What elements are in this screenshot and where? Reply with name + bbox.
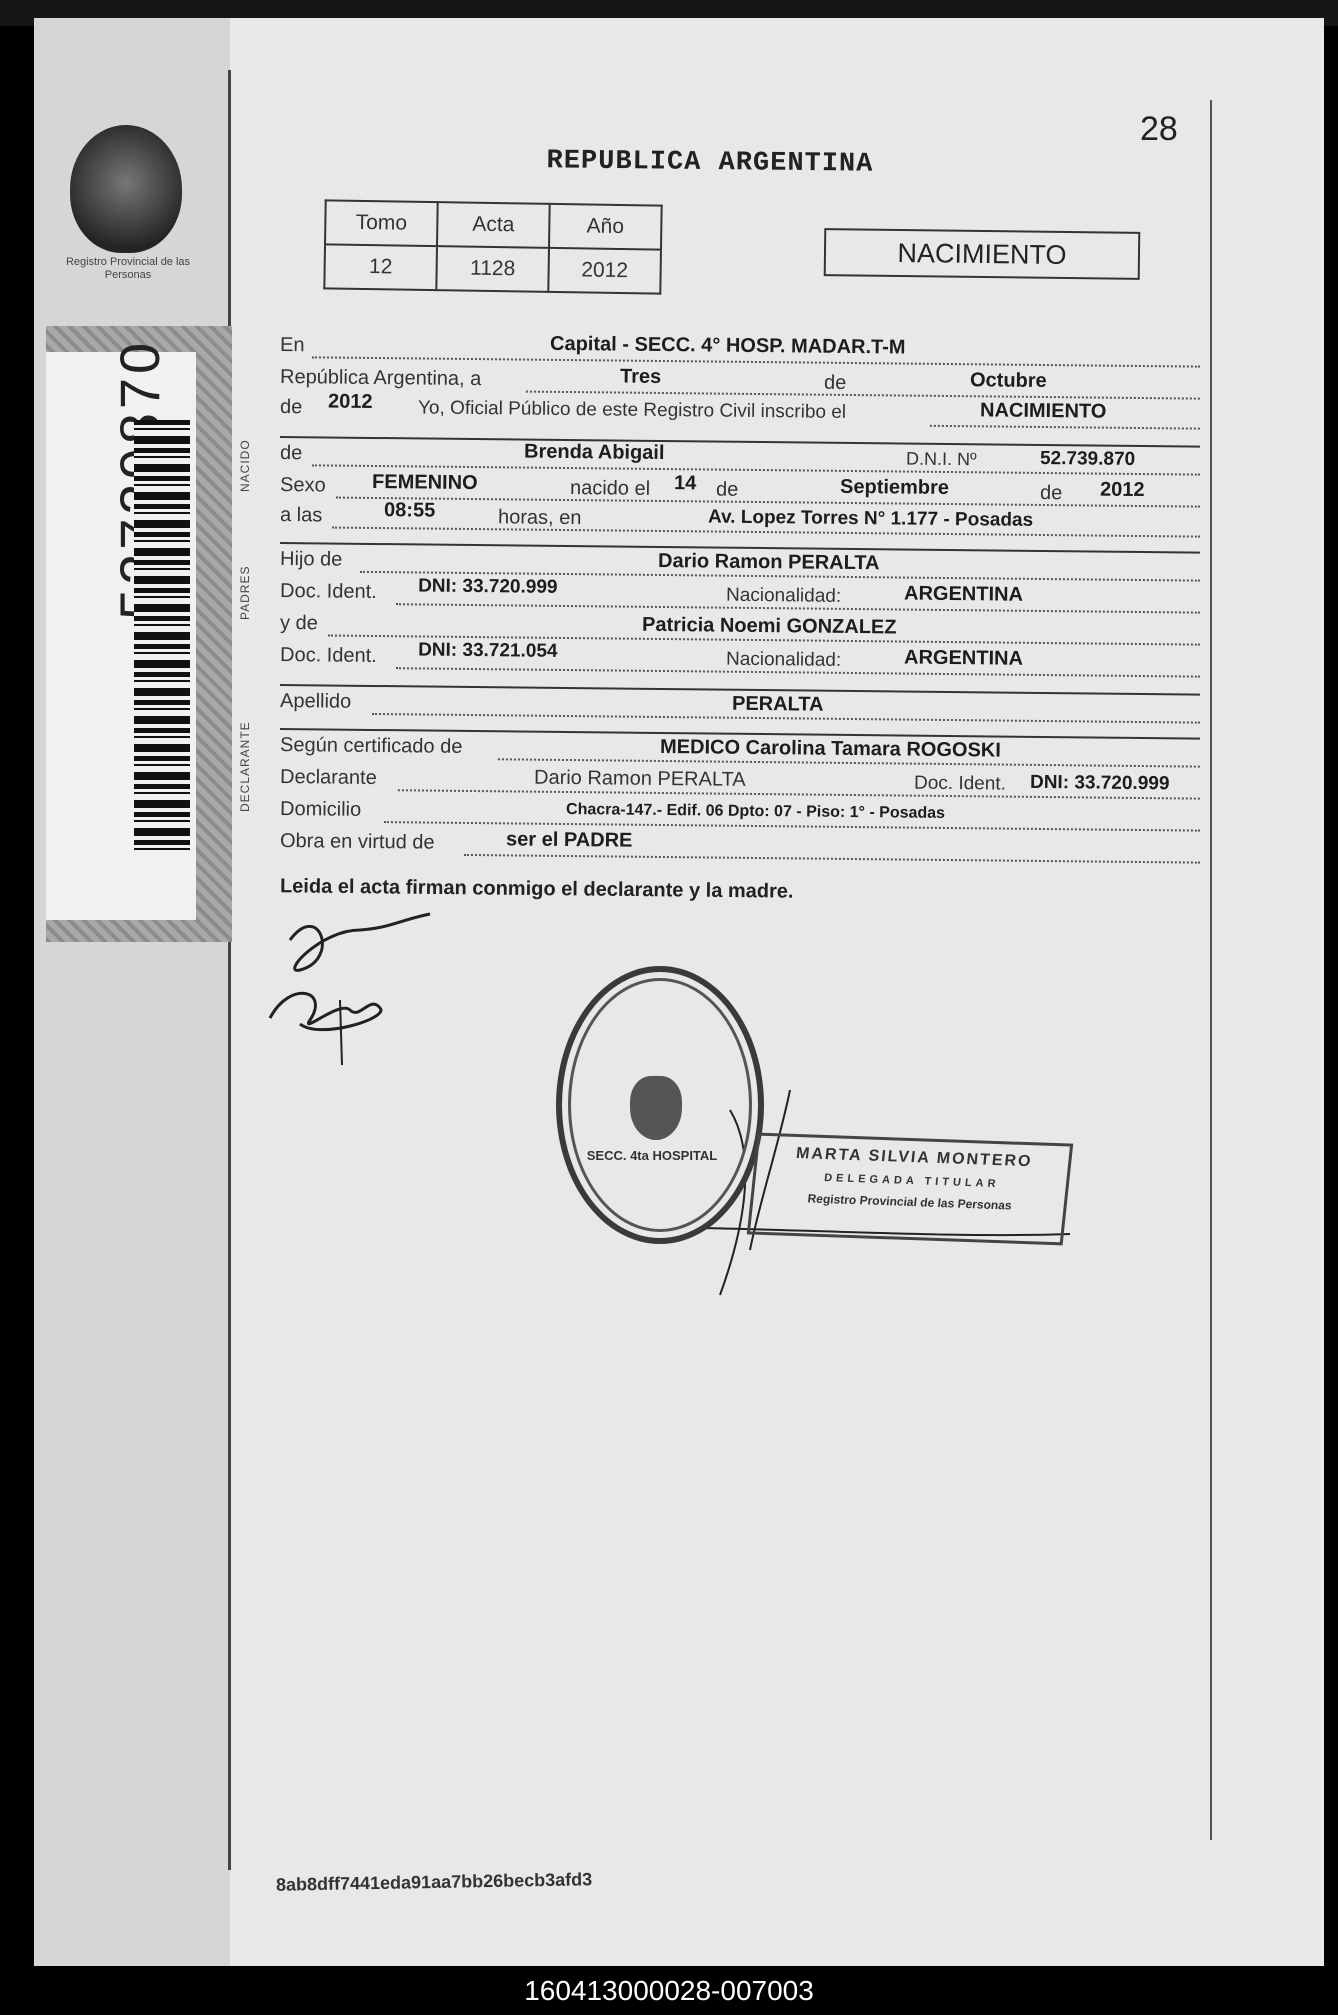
value-nac-dia: 14 bbox=[673, 472, 697, 495]
label-declarante: Declarante bbox=[279, 766, 377, 790]
value-madre-doc: DNI: 33.721.054 bbox=[418, 639, 558, 662]
label-hijo: Hijo de bbox=[279, 548, 343, 571]
value-hora: 08:55 bbox=[384, 499, 436, 522]
record-type-box: NACIMIENTO bbox=[824, 228, 1141, 280]
section-label-padres: PADRES bbox=[238, 565, 252, 620]
label-de: de bbox=[823, 371, 847, 394]
label-republica: República Argentina, a bbox=[279, 366, 482, 391]
page-number: 28 bbox=[1140, 110, 1178, 148]
label-madre-nac: Nacionalidad: bbox=[725, 648, 842, 671]
value-certificado: MEDICO Carolina Tamara ROGOSKI bbox=[659, 735, 1001, 762]
barcode-icon bbox=[134, 420, 190, 850]
round-seal-stamp bbox=[556, 966, 764, 1244]
header-acta: Acta bbox=[437, 202, 550, 248]
label-apellido: Apellido bbox=[279, 690, 352, 713]
label-nacido: nacido el bbox=[569, 477, 651, 500]
label-nombre: de bbox=[279, 442, 303, 465]
value-dni: 52.739.870 bbox=[1039, 447, 1136, 470]
value-madre-nac: ARGENTINA bbox=[903, 646, 1024, 670]
value-mes: Octubre bbox=[969, 369, 1047, 393]
registry-logo-text: Registro Provincial de las Personas bbox=[65, 256, 191, 281]
left-margin bbox=[34, 18, 230, 1966]
value-decl-doc: DNI: 33.720.999 bbox=[1029, 771, 1170, 795]
label-alas: a las bbox=[279, 504, 323, 527]
value-lugar: Av. Lopez Torres N° 1.177 - Posadas bbox=[707, 506, 1034, 531]
label-decl-doc: Doc. Ident. bbox=[913, 772, 1007, 795]
value-padre: Dario Ramon PERALTA bbox=[657, 549, 880, 575]
stamp-role: DELEGADA TITULAR bbox=[823, 1172, 1001, 1191]
stamp-registry: Registro Provincial de las Personas bbox=[806, 1191, 1013, 1213]
official-name-stamp bbox=[747, 1133, 1073, 1246]
oficial-text: Yo, Oficial Público de este Registro Civil inscribo el bbox=[417, 397, 847, 423]
value-nac-mes: Septiembre bbox=[839, 475, 950, 500]
value-dia: Tres bbox=[619, 365, 662, 388]
label-certificado: Según certificado de bbox=[279, 734, 463, 758]
label-dni: D.N.I. Nº bbox=[905, 448, 977, 470]
value-declarante: Dario Ramon PERALTA bbox=[533, 766, 746, 791]
label-de4: de bbox=[1039, 481, 1063, 505]
label-madre-doc: Doc. Ident. bbox=[279, 644, 377, 668]
value-en: Capital - SECC. 4° HOSP. MADAR.T-M bbox=[549, 332, 906, 359]
value-inscribe: NACIMIENTO bbox=[979, 399, 1107, 423]
header-anio: Año bbox=[549, 204, 662, 250]
document-hash: 8ab8dff7441eda91aa7bb26becb3afd3 bbox=[275, 1869, 593, 1895]
label-sexo: Sexo bbox=[279, 474, 326, 497]
value-sexo: FEMENINO bbox=[371, 470, 478, 495]
label-de2: de bbox=[279, 396, 303, 419]
label-padre-nac: Nacionalidad: bbox=[725, 584, 842, 607]
value-obra: ser el PADRE bbox=[505, 828, 633, 852]
label-yde: y de bbox=[279, 612, 318, 635]
round-seal-text: SECC. 4ta HOSPITAL bbox=[586, 1148, 718, 1163]
value-padre-nac: ARGENTINA bbox=[903, 582, 1024, 606]
label-obra: Obra en virtud de bbox=[279, 830, 435, 854]
label-en: En bbox=[279, 334, 305, 357]
value-domicilio: Chacra-147.- Edif. 06 Dpto: 07 - Piso: 1° - Posadas bbox=[565, 800, 946, 822]
registry-table bbox=[323, 199, 662, 294]
value-nombre: Brenda Abigail bbox=[523, 440, 665, 465]
closing-statement: Leida el acta firman conmigo el declarante y la madre. bbox=[279, 875, 794, 903]
stamp-name: MARTA SILVIA MONTERO bbox=[795, 1145, 1034, 1171]
document-title: REPUBLICA ARGENTINA bbox=[546, 146, 874, 180]
value-padre-doc: DNI: 33.720.999 bbox=[418, 575, 558, 598]
label-domicilio: Domicilio bbox=[279, 798, 362, 821]
right-rule bbox=[1210, 100, 1212, 1840]
value-acta: 1128 bbox=[436, 246, 549, 292]
section-label-declarante bbox=[238, 782, 252, 812]
signature-icon bbox=[260, 900, 460, 1070]
value-apellido: PERALTA bbox=[731, 692, 824, 716]
section-label-nacido: NACIDO bbox=[238, 439, 252, 492]
registry-seal-icon bbox=[70, 125, 182, 253]
label-de3: de bbox=[715, 478, 739, 501]
label-horas: horas, en bbox=[497, 506, 582, 530]
scan-code: 160413000028-007003 bbox=[0, 1966, 1338, 2015]
value-tomo: 12 bbox=[324, 244, 437, 290]
value-anio: 2012 bbox=[548, 248, 661, 294]
header-tomo: Tomo bbox=[325, 200, 438, 246]
value-madre: Patricia Noemi GONZALEZ bbox=[641, 613, 897, 639]
value-nac-anio: 2012 bbox=[1099, 478, 1145, 502]
label-padre-doc: Doc. Ident. bbox=[279, 580, 377, 604]
value-anio: 2012 bbox=[328, 390, 373, 413]
coat-of-arms-icon bbox=[630, 1076, 682, 1140]
